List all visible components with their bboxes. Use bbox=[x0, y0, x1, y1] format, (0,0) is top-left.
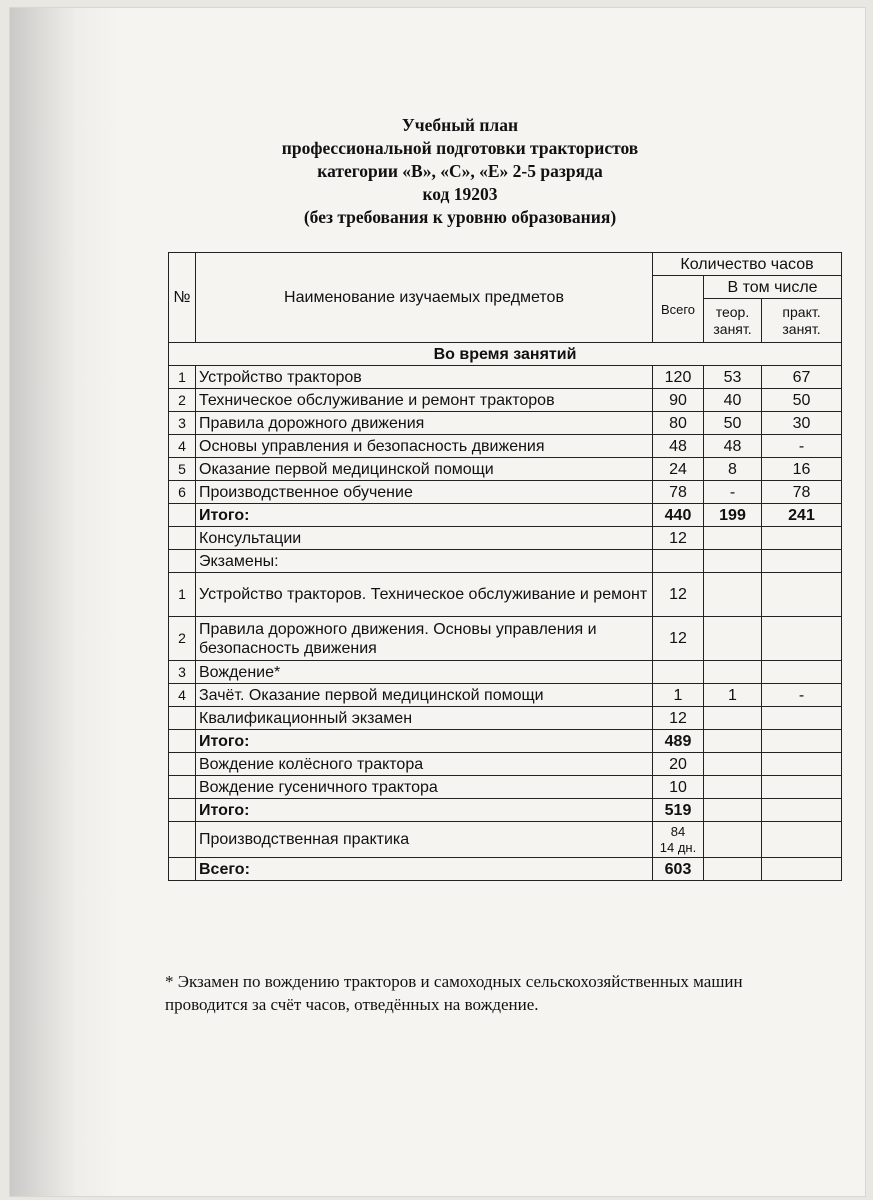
qualification-label: Квалификационный экзамен bbox=[196, 707, 653, 730]
row-theory bbox=[704, 573, 762, 617]
row-num: 3 bbox=[169, 661, 196, 684]
row-num: 3 bbox=[169, 412, 196, 435]
exams-label: Экзамены: bbox=[196, 550, 653, 573]
footnote: * Экзамен по вождению тракторов и самоходных сельскохозяйственных машин проводится за счёт часов, отведённых на вождение. bbox=[165, 972, 743, 1014]
curriculum-table bbox=[168, 252, 842, 881]
table-row bbox=[169, 661, 842, 684]
table-row bbox=[169, 481, 842, 504]
subtotal-label: Итого: bbox=[196, 730, 653, 753]
row-practice bbox=[762, 617, 842, 661]
document-title bbox=[150, 114, 770, 229]
row-name: Оказание первой медицинской помощи bbox=[196, 458, 653, 481]
row-num: 2 bbox=[169, 617, 196, 661]
title-line-4: код 19203 bbox=[422, 184, 498, 204]
title-line-1: Учебный план bbox=[401, 115, 519, 135]
row-num: 5 bbox=[169, 458, 196, 481]
row-total bbox=[653, 661, 704, 684]
header-total: Всего bbox=[653, 276, 704, 343]
header-hours: Количество часов bbox=[653, 253, 842, 276]
title-line-5: (без требования к уровню образования) bbox=[303, 207, 617, 227]
scan-shadow bbox=[10, 8, 120, 1196]
table-row bbox=[169, 573, 842, 617]
row-num: 6 bbox=[169, 481, 196, 504]
qualification-row bbox=[169, 707, 842, 730]
driving-wheeled-row bbox=[169, 753, 842, 776]
row-name: Основы управления и безопасность движения bbox=[196, 435, 653, 458]
practice-days: 14 дн. bbox=[659, 839, 697, 855]
row-name: Правила дорожного движения. Основы управления и безопасность движения bbox=[196, 617, 653, 661]
subtotal-row bbox=[169, 799, 842, 822]
row-practice: 16 bbox=[762, 458, 842, 481]
row-theory: 8 bbox=[704, 458, 762, 481]
header-subject: Наименование изучаемых предметов bbox=[196, 253, 653, 343]
row-num: 1 bbox=[169, 366, 196, 389]
consultations-row bbox=[169, 527, 842, 550]
row-total: 120 bbox=[653, 366, 704, 389]
driving-wheeled-total: 20 bbox=[653, 753, 704, 776]
subtotal-practice: 241 bbox=[762, 504, 842, 527]
row-practice: 30 bbox=[762, 412, 842, 435]
consultations-label: Консультации bbox=[196, 527, 653, 550]
subtotal-label: Итого: bbox=[196, 504, 653, 527]
subtotal-total: 489 bbox=[653, 730, 704, 753]
row-theory bbox=[704, 661, 762, 684]
title-line-2: профессиональной подготовки трактористов bbox=[281, 138, 639, 158]
row-num: 1 bbox=[169, 573, 196, 617]
row-practice bbox=[762, 661, 842, 684]
row-name: Устройство тракторов. Техническое обслуживание и ремонт bbox=[196, 573, 653, 617]
grand-total-row bbox=[169, 858, 842, 881]
row-practice bbox=[762, 573, 842, 617]
title-line-3: категории «В», «С», «Е» 2-5 разряда bbox=[317, 161, 603, 181]
row-num: 4 bbox=[169, 435, 196, 458]
row-theory: 48 bbox=[704, 435, 762, 458]
practice-row bbox=[169, 822, 842, 858]
header-theory: теор. занят. bbox=[704, 299, 762, 343]
row-total: 12 bbox=[653, 573, 704, 617]
grand-total-value: 603 bbox=[653, 858, 704, 881]
row-theory: 1 bbox=[704, 684, 762, 707]
section-title: Во время занятий bbox=[169, 343, 842, 366]
row-total: 48 bbox=[653, 435, 704, 458]
header-row-1 bbox=[169, 253, 842, 276]
subtotal-label: Итого: bbox=[196, 799, 653, 822]
practice-hours: 84 bbox=[670, 823, 686, 839]
grand-total-label: Всего: bbox=[196, 858, 653, 881]
table-row bbox=[169, 389, 842, 412]
row-practice: 50 bbox=[762, 389, 842, 412]
practice-hours-cell bbox=[653, 822, 704, 858]
row-practice: - bbox=[762, 684, 842, 707]
row-practice: - bbox=[762, 435, 842, 458]
subtotal-row bbox=[169, 730, 842, 753]
row-practice: 67 bbox=[762, 366, 842, 389]
section-row bbox=[169, 343, 842, 366]
qualification-total: 12 bbox=[653, 707, 704, 730]
row-name: Устройство тракторов bbox=[196, 366, 653, 389]
header-practice: практ. занят. bbox=[762, 299, 842, 343]
row-name: Правила дорожного движения bbox=[196, 412, 653, 435]
row-total: 24 bbox=[653, 458, 704, 481]
table-row bbox=[169, 684, 842, 707]
subtotal-theory: 199 bbox=[704, 504, 762, 527]
subtotal-total: 440 bbox=[653, 504, 704, 527]
row-total: 1 bbox=[653, 684, 704, 707]
row-total: 80 bbox=[653, 412, 704, 435]
header-including: В том числе bbox=[704, 276, 842, 299]
table-row bbox=[169, 435, 842, 458]
row-total: 78 bbox=[653, 481, 704, 504]
row-total: 90 bbox=[653, 389, 704, 412]
consultations-total: 12 bbox=[653, 527, 704, 550]
subtotal-total: 519 bbox=[653, 799, 704, 822]
row-theory: 40 bbox=[704, 389, 762, 412]
row-total: 12 bbox=[653, 617, 704, 661]
row-name: Производственное обучение bbox=[196, 481, 653, 504]
row-name: Вождение* bbox=[196, 661, 653, 684]
table-row bbox=[169, 617, 842, 661]
driving-tracked-label: Вождение гусеничного трактора bbox=[196, 776, 653, 799]
row-theory: - bbox=[704, 481, 762, 504]
driving-wheeled-label: Вождение колёсного трактора bbox=[196, 753, 653, 776]
row-num: 4 bbox=[169, 684, 196, 707]
row-name: Зачёт. Оказание первой медицинской помощи bbox=[196, 684, 653, 707]
driving-tracked-total: 10 bbox=[653, 776, 704, 799]
row-theory: 50 bbox=[704, 412, 762, 435]
table-row bbox=[169, 366, 842, 389]
row-theory: 53 bbox=[704, 366, 762, 389]
table-row bbox=[169, 412, 842, 435]
row-name: Техническое обслуживание и ремонт тракторов bbox=[196, 389, 653, 412]
row-theory bbox=[704, 617, 762, 661]
practice-label: Производственная практика bbox=[196, 822, 653, 858]
header-num: № bbox=[169, 253, 196, 343]
table-row bbox=[169, 458, 842, 481]
driving-tracked-row bbox=[169, 776, 842, 799]
subtotal-row bbox=[169, 504, 842, 527]
exams-header-row bbox=[169, 550, 842, 573]
row-practice: 78 bbox=[762, 481, 842, 504]
row-num: 2 bbox=[169, 389, 196, 412]
